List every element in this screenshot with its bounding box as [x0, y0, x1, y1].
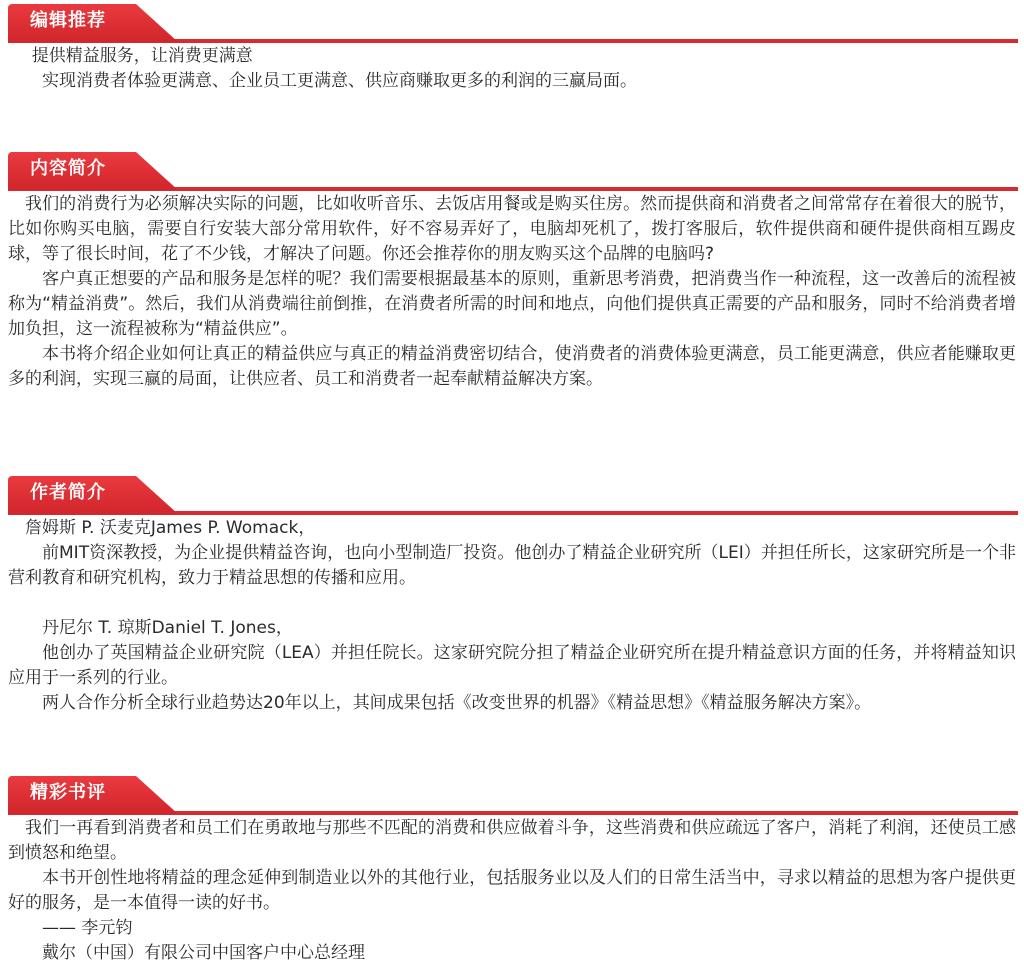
paragraph: 我们的消费行为必须解决实际的问题，比如收听音乐、去饭店用餐或是购买住房。然而提供商和消费者之间常常存在着很大的脱节，比如你购买电脑，需要自行安装大部分常用软件，好不容易弄好了，电脑却死机了，拨打客服后，软件提供商和硬件提供商相互踢皮球，等了很长时间，花了不少钱，才解决了问题。你还会推荐你的朋友购买这个品牌的电脑吗?	[8, 194, 1016, 264]
section-body	[0, 514, 1024, 716]
section-body	[0, 190, 1024, 392]
section-book-reviews	[0, 772, 1024, 966]
section-editor-recommendation	[0, 0, 1024, 94]
paragraph: 提供精益服务，让消费更满意	[31, 46, 253, 66]
paragraph: 丹尼尔 T. 琼斯Daniel T. Jones，	[42, 618, 293, 638]
paragraph: 本书开创性地将精益的理念延伸到制造业以外的其他行业，包括服务业以及人们的日常生活当中，寻求以精益的思想为客户提供更好的服务，是一本值得一读的好书。	[8, 868, 1016, 913]
section-title: 精彩书评	[30, 782, 106, 803]
section-header	[0, 0, 1024, 42]
paragraph: 他创办了英国精益企业研究院（LEA）并担任院长。这家研究院分担了精益企业研究所在提升精益意识方面的任务，并将精益知识应用于一系列的行业。	[8, 643, 1016, 688]
section-title: 编辑推荐	[30, 10, 106, 31]
section-body	[0, 814, 1024, 966]
paragraph: 前MIT资深教授，为企业提供精益咨询，也向小型制造厂投资。他创办了精益企业研究所（LEI）并担任所长，这家研究所是一个非营利教育和研究机构，致力于精益思想的传播和应用。	[8, 543, 1016, 588]
review-attribution-name: —— 李元钧	[42, 918, 133, 938]
review-attribution-title: 戴尔（中国）有限公司中国客户中心总经理	[42, 943, 365, 963]
section-title: 内容简介	[30, 158, 106, 179]
section-content-summary	[0, 148, 1024, 392]
section-header	[0, 772, 1024, 814]
section-body	[0, 42, 1024, 94]
paragraph-spacer	[8, 591, 1016, 616]
section-header	[0, 148, 1024, 190]
paragraph: 两人合作分析全球行业趋势达20年以上，其间成果包括《改变世界的机器》《精益思想》《精益服务解决方案》。	[42, 693, 872, 713]
section-author-intro	[0, 472, 1024, 716]
section-header	[0, 472, 1024, 514]
section-title: 作者简介	[30, 482, 106, 503]
paragraph: 詹姆斯 P. 沃麦克James P. Womack，	[25, 518, 316, 538]
paragraph: 实现消费者体验更满意、企业员工更满意、供应商赚取更多的利润的三赢局面。	[42, 71, 637, 91]
paragraph: 客户真正想要的产品和服务是怎样的呢？我们需要根据最基本的原则，重新思考消费，把消费当作一种流程，这一改善后的流程被称为“精益消费”。然后，我们从消费端往前倒推，在消费者所需的时间和地点，向他们提供真正需要的产品和服务，同时不给消费者增加负担，这一流程被称为“精益供应”。	[8, 269, 1016, 339]
paragraph: 我们一再看到消费者和员工们在勇敢地与那些不匹配的消费和供应做着斗争，这些消费和供应疏远了客户，消耗了利润，还使员工感到愤怒和绝望。	[8, 818, 1016, 863]
paragraph: 本书将介绍企业如何让真正的精益供应与真正的精益消费密切结合，使消费者的消费体验更满意，员工能更满意，供应者能赚取更多的利润，实现三赢的局面，让供应者、员工和消费者一起奉献精益解决方案。	[8, 344, 1016, 389]
